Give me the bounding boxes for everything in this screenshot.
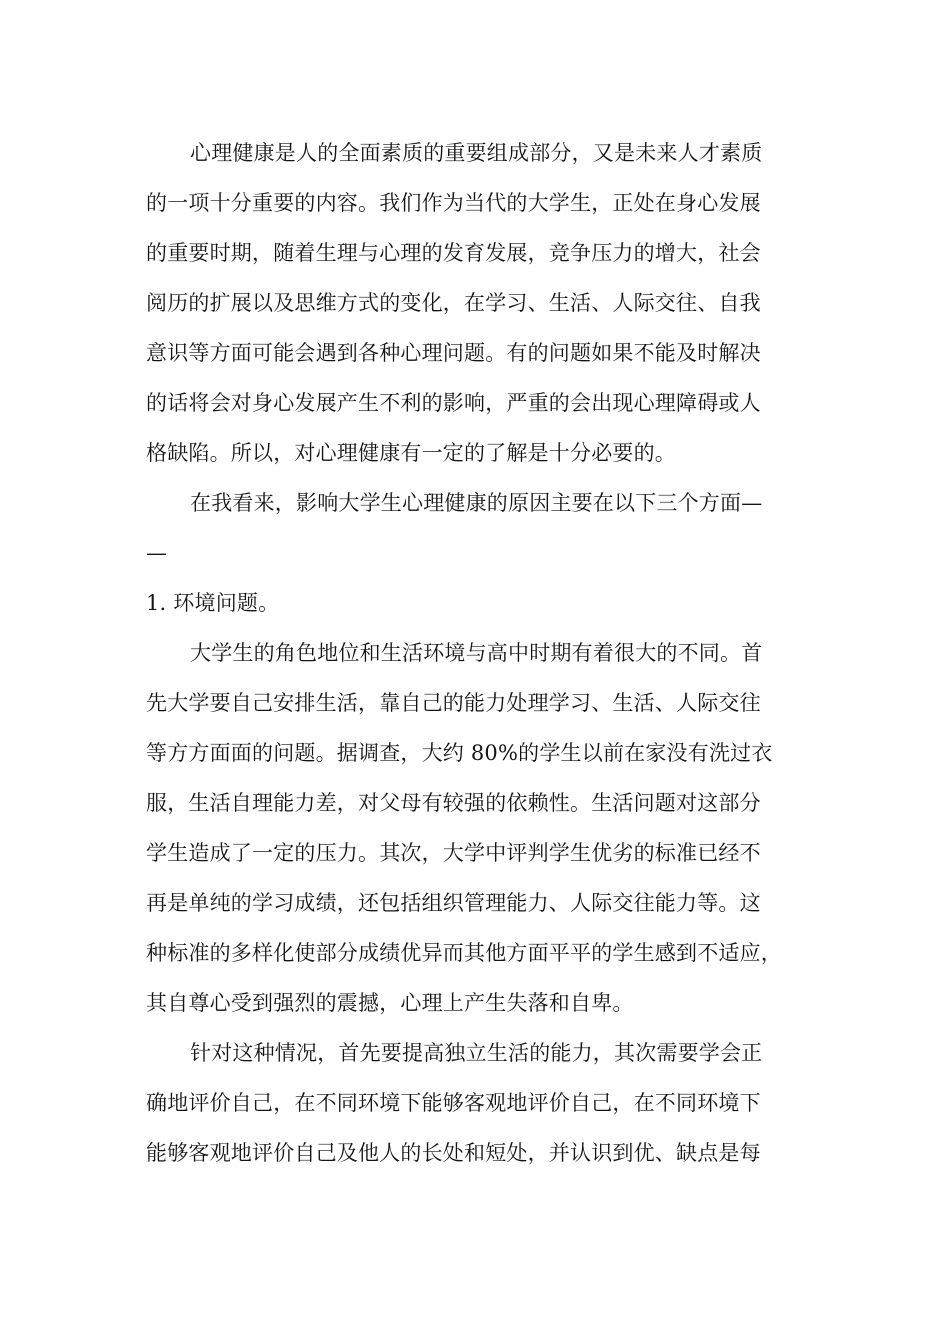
text-line: 等方方面面的问题。据调查，大约 80%的学生以前在家没有洗过衣 xyxy=(146,741,773,765)
text-line: 格缺陷。所以，对心理健康有一定的了解是十分必要的。 xyxy=(146,441,676,465)
text-line: 种标准的多样化使部分成绩优异而其他方面平平的学生感到不适应， xyxy=(146,941,782,965)
text-line: 其自尊心受到强烈的震撼，心理上产生失落和自卑。 xyxy=(146,991,634,1015)
text-line: 阅历的扩展以及思维方式的变化，在学习、生活、人际交往、自我 xyxy=(146,291,761,315)
text-line: 的一项十分重要的内容。我们作为当代的大学生，正处在身心发展 xyxy=(146,191,761,215)
text-line: 服，生活自理能力差，对父母有较强的依赖性。生活问题对这部分 xyxy=(146,791,761,815)
text-line: 在我看来，影响大学生心理健康的原因主要在以下三个方面— xyxy=(190,491,763,515)
text-line: 学生造成了一定的压力。其次，大学中评判学生优劣的标准已经不 xyxy=(146,841,761,865)
text-line: 大学生的角色地位和生活环境与高中时期有着很大的不同。首 xyxy=(190,641,763,665)
text-line: 再是单纯的学习成绩，还包括组织管理能力、人际交往能力等。这 xyxy=(146,891,761,915)
section-heading: 1. 环境问题。 xyxy=(146,591,280,615)
text-line: 先大学要自己安排生活，靠自己的能力处理学习、生活、人际交往 xyxy=(146,691,761,715)
text-line: — xyxy=(146,541,168,565)
text-line: 能够客观地评价自己及他人的长处和短处，并认识到优、缺点是每 xyxy=(146,1141,761,1165)
text-line: 确地评价自己，在不同环境下能够客观地评价自己，在不同环境下 xyxy=(146,1091,761,1115)
text-line: 心理健康是人的全面素质的重要组成部分，又是未来人才素质 xyxy=(190,141,763,165)
text-line: 的话将会对身心发展产生不利的影响，严重的会出现心理障碍或人 xyxy=(146,391,761,415)
text-line: 针对这种情况，首先要提高独立生活的能力，其次需要学会正 xyxy=(190,1041,763,1065)
text-line: 的重要时期，随着生理与心理的发育发展，竞争压力的增大，社会 xyxy=(146,241,761,265)
text-line: 意识等方面可能会遇到各种心理问题。有的问题如果不能及时解决 xyxy=(146,341,761,365)
